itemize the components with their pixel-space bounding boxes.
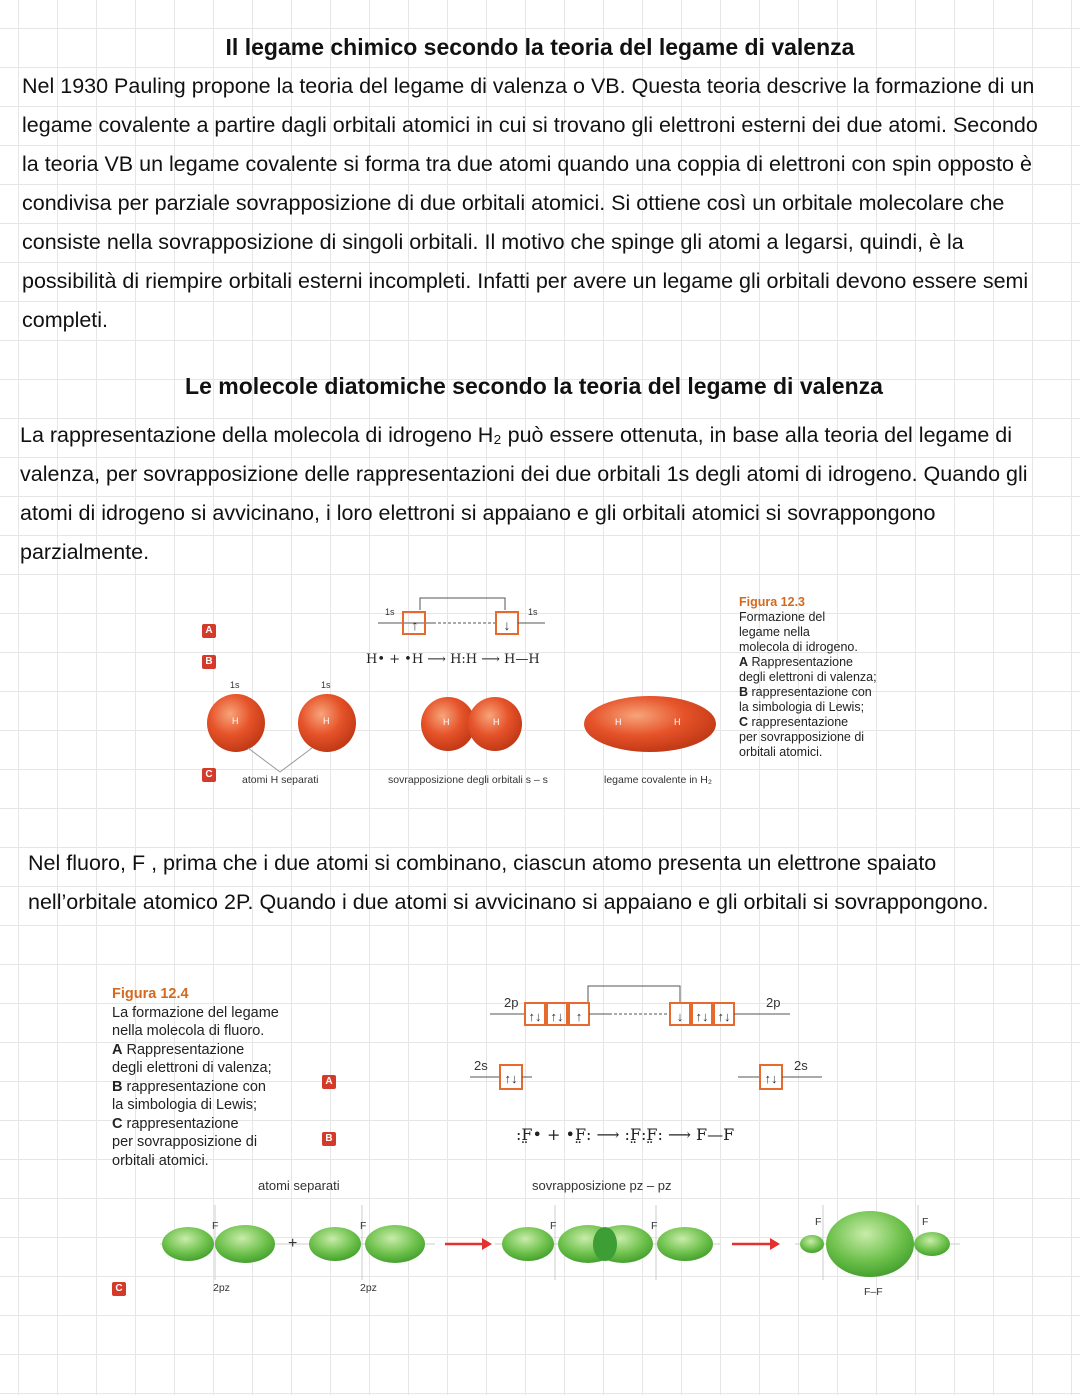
caption-letter: B <box>112 1078 123 1095</box>
caption-line: orbitali atomici. <box>739 745 823 759</box>
pz-pz-overlap <box>495 1205 720 1280</box>
svg-text:↑↓: ↑↓ <box>695 1009 709 1024</box>
caption-line <box>739 655 914 670</box>
sphere-1s-right: 1s <box>321 680 331 690</box>
badge-c: C <box>112 1282 126 1296</box>
lewis-equation-h2: H• + •H ⟶ H:H ⟶ H—H <box>366 652 540 667</box>
plus-sign: + <box>288 1235 298 1252</box>
caption-letter: C <box>112 1115 123 1132</box>
caption-line: degli elettroni di valenza; <box>739 670 877 684</box>
badge-a: A <box>322 1075 336 1089</box>
label-2pz-right: 2pz <box>360 1282 377 1294</box>
label-bond-h2: legame covalente in H₂ <box>604 774 712 786</box>
svg-text:↑↓: ↑↓ <box>504 1071 518 1086</box>
atom-h-2: H <box>323 716 330 726</box>
caption-line <box>112 1041 322 1060</box>
badge-b: B <box>322 1132 336 1146</box>
svg-text:↑↓: ↑↓ <box>550 1009 564 1024</box>
atom-f-1: F <box>212 1220 219 1232</box>
hydrogen-diagram <box>190 590 730 800</box>
atom-h-5: H <box>615 717 622 727</box>
atom-h-4: H <box>493 717 500 727</box>
figure-12-3 <box>190 590 910 800</box>
atom-f-5: F <box>815 1216 822 1228</box>
caption-letter: B <box>739 685 749 699</box>
atom-f-4: F <box>651 1220 658 1232</box>
caption-line: La formazione del legame <box>112 1004 279 1021</box>
label-2p-left: 2p <box>504 995 519 1010</box>
caption-figure-12-4 <box>112 985 322 1170</box>
badge-b: B <box>202 655 216 669</box>
badge-a: A <box>202 624 216 638</box>
label-separated-f: atomi separati <box>258 1178 340 1193</box>
caption-line <box>739 715 914 730</box>
caption-letter: C <box>739 715 749 729</box>
label-2pz-left: 2pz <box>213 1282 230 1294</box>
label-separated-h: atomi H separati <box>242 774 319 786</box>
svg-text:↓: ↓ <box>503 617 511 633</box>
badge-c: C <box>202 768 216 782</box>
caption-line: molecola di idrogeno. <box>739 640 858 654</box>
label-2p-right: 2p <box>766 995 781 1010</box>
section-title-diatomic: Le molecole diatomiche secondo la teoria del legame di valenza <box>185 373 883 399</box>
caption-line: orbitali atomici. <box>112 1152 209 1169</box>
figure-number-12-3: Figura 12.3 <box>739 595 805 609</box>
atom-h-6: H <box>674 717 681 727</box>
f-atom-right <box>305 1205 435 1280</box>
atom-h-3: H <box>443 717 450 727</box>
caption-line: la simbologia di Lewis; <box>112 1097 258 1113</box>
label-overlap-pz: sovrapposizione pz – pz <box>532 1178 672 1193</box>
caption-line: legame nella <box>739 625 810 639</box>
paragraph-valence-bond: Nel 1930 Pauling propone la teoria del legame di valenza o VB. Questa teoria descrive la formazione di un legame covalente a partire dagli orbitali atomici in cui si trovano gli elettroni esterni dei due atomi. Secondo la teoria VB un legame covalente si forma tra due atomi quando una coppia di elettroni con spin opposto è condivisa per parziale sovrapposizione di due orbitali atomici. Si ottiene così un orbitale molecolare che consiste nella sovrapposizione di singoli orbitali. Il motivo che spinge gli atomi a legarsi, quindi, è la possibilità di riempire orbitali esterni incompleti. Infatti per avere un legame gli orbitali devono essere semi completi. <box>22 74 1038 332</box>
label-2s-right: 2s <box>794 1058 808 1073</box>
svg-text:↑↓: ↑↓ <box>764 1071 778 1086</box>
atom-f-6: F <box>922 1216 929 1228</box>
section-title-valence-bond: Il legame chimico secondo la teoria del legame di valenza <box>225 34 855 60</box>
caption-line: degli elettroni di valenza; <box>112 1060 272 1076</box>
orbital-label-1s-right: 1s <box>528 607 538 617</box>
paragraph-fluorine: Nel fluoro, F , prima che i due atomi si combinano, ciascun atomo presenta un elettrone spaiato nell’orbitale atomico 2P. Quando i due atomi si avvicinano si appaiano e gli orbitali si sovrappongono. <box>28 851 989 914</box>
caption-text: rappresentazione <box>751 715 849 729</box>
label-overlap-ss: sovrapposizione degli orbitali s – s <box>388 774 548 786</box>
caption-text: Rappresentazione <box>751 655 853 669</box>
caption-line <box>739 685 914 700</box>
atom-f-2: F <box>360 1220 367 1232</box>
caption-letter: A <box>112 1041 123 1058</box>
h2-molecule <box>584 696 716 752</box>
caption-text: rappresentazione con <box>126 1078 266 1095</box>
paragraph-hydrogen: La rappresentazione della molecola di idrogeno H₂ può essere ottenuta, in base alla teoria del legame di valenza, per sovrapposizione delle rappresentazioni dei due orbitali 1s degli atomi di idrogeno. Quando gli atomi di idrogeno si avvicinano, i loro elettroni si appaiano e gli orbitali atomici si sovrappongono parzialmente. <box>20 423 1028 564</box>
caption-text: rappresentazione <box>126 1115 239 1132</box>
caption-figure-12-3 <box>739 595 914 760</box>
caption-letter: A <box>739 655 749 669</box>
orbital-label-1s-left: 1s <box>385 607 395 617</box>
svg-text:↓: ↓ <box>676 1009 684 1024</box>
figure-number-12-4: Figura 12.4 <box>112 986 189 1002</box>
atom-h-1: H <box>232 716 239 726</box>
sphere-1s-left: 1s <box>230 680 240 690</box>
caption-line: Formazione del <box>739 610 826 624</box>
caption-line: per sovrapposizione di <box>112 1134 258 1150</box>
caption-line: nella molecola di fluoro. <box>112 1023 265 1039</box>
svg-text:↑↓: ↑↓ <box>528 1009 542 1024</box>
atom-f-3: F <box>550 1220 557 1232</box>
label-2s-left: 2s <box>474 1058 488 1073</box>
caption-line: la simbologia di Lewis; <box>739 700 865 714</box>
caption-line <box>112 1115 322 1134</box>
figure-12-4 <box>100 980 980 1310</box>
caption-text: rappresentazione con <box>751 685 872 699</box>
caption-line: per sovrapposizione di <box>739 730 865 744</box>
lewis-equation-f2: :F̤• + •F̤: ⟶ :F̤:F̤: ⟶ F—F <box>516 1125 735 1144</box>
caption-text: Rappresentazione <box>126 1041 245 1058</box>
svg-text:↑: ↑ <box>411 617 419 633</box>
svg-text:↑: ↑ <box>575 1009 583 1024</box>
caption-line <box>112 1078 322 1097</box>
label-f-f: F–F <box>864 1286 883 1298</box>
svg-text:↑↓: ↑↓ <box>717 1009 731 1024</box>
